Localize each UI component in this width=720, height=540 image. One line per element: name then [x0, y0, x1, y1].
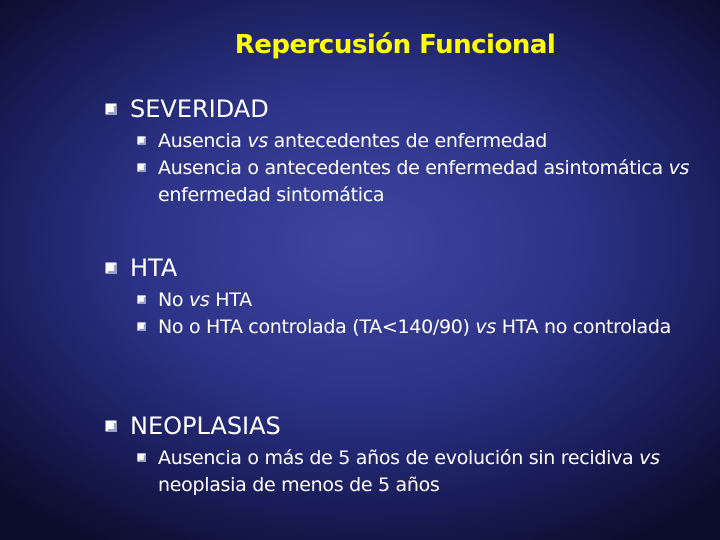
section-heading-row [0, 411, 720, 445]
section-heading-row [0, 253, 720, 287]
list-item-text: Ausencia o más de 5 años de evolución sin recidiva vs neoplasia de menos de 5 años [158, 447, 660, 496]
section-heading: NEOPLASIAS [130, 412, 281, 440]
list-item-text: No o HTA controlada (TA<140/90) vs HTA no controlada [158, 316, 671, 338]
list-item-text: Ausencia o antecedentes de enfermedad asintomática vs enfermedad sintomática [158, 157, 690, 206]
checkbox-square-icon [137, 136, 146, 145]
section-heading-row [0, 94, 720, 128]
list-item [0, 314, 720, 341]
list-item [0, 287, 720, 314]
slide-title: Repercusión Funcional [234, 30, 556, 60]
checkbox-square-icon [105, 103, 117, 115]
list-item [0, 155, 720, 209]
checkbox-square-icon [137, 453, 146, 462]
checkbox-square-icon [137, 163, 146, 172]
section-hta [0, 253, 720, 341]
checkbox-square-icon [137, 322, 146, 331]
list-item [0, 445, 720, 499]
section-severidad [0, 94, 720, 209]
section-neoplasias [0, 411, 720, 499]
list-item [0, 128, 720, 155]
section-heading: SEVERIDAD [130, 95, 269, 123]
checkbox-square-icon [105, 420, 117, 432]
checkbox-square-icon [105, 262, 117, 274]
list-item-text: Ausencia vs antecedentes de enfermedad [158, 130, 548, 152]
list-item-text: No vs HTA [158, 289, 252, 311]
checkbox-square-icon [137, 295, 146, 304]
section-heading: HTA [130, 254, 178, 282]
